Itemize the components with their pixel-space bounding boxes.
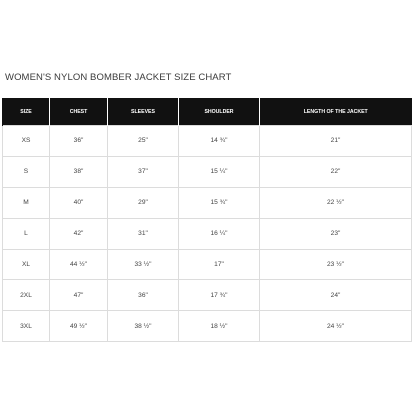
cell-size: 3XL [3,311,50,342]
cell-sleeves: 29" [108,187,179,218]
table-row [3,156,412,187]
table-row [3,187,412,218]
table-row [3,280,412,311]
table-row [3,311,412,342]
cell-shoulder: 15 ¼" [179,156,260,187]
cell-chest: 47" [50,280,108,311]
cell-shoulder: 14 ¾" [179,126,260,157]
cell-shoulder: 16 ¼" [179,218,260,249]
cell-size: M [3,187,50,218]
cell-chest: 42" [50,218,108,249]
cell-size: XL [3,249,50,280]
cell-size: 2XL [3,280,50,311]
cell-sleeves: 31" [108,218,179,249]
page-title: WOMEN'S NYLON BOMBER JACKET SIZE CHART [5,72,232,83]
cell-shoulder: 17" [179,249,260,280]
cell-sleeves: 33 ½" [108,249,179,280]
cell-sleeves: 25" [108,126,179,157]
cell-shoulder: 18 ½" [179,311,260,342]
cell-size: L [3,218,50,249]
column-header-sleeves: SLEEVES [108,98,179,126]
table-row [3,126,412,157]
column-header-shoulder: SHOULDER [179,98,260,126]
cell-length: 22" [260,156,412,187]
table-row [3,218,412,249]
cell-length: 24" [260,280,412,311]
cell-length: 24 ½" [260,311,412,342]
column-header-chest: CHEST [50,98,108,126]
cell-size: S [3,156,50,187]
cell-length: 22 ½" [260,187,412,218]
cell-chest: 38" [50,156,108,187]
cell-shoulder: 15 ¾" [179,187,260,218]
cell-sleeves: 36" [108,280,179,311]
size-chart-table [2,98,412,342]
cell-chest: 44 ½" [50,249,108,280]
cell-chest: 49 ½" [50,311,108,342]
column-header-size: SIZE [3,98,50,126]
cell-chest: 40" [50,187,108,218]
column-header-length: LENGTH OF THE JACKET [260,98,412,126]
table-row [3,249,412,280]
cell-chest: 36" [50,126,108,157]
cell-length: 23 ½" [260,249,412,280]
cell-sleeves: 38 ½" [108,311,179,342]
table-header-row [3,98,412,126]
cell-size: XS [3,126,50,157]
cell-sleeves: 37" [108,156,179,187]
cell-length: 23" [260,218,412,249]
cell-length: 21" [260,126,412,157]
cell-shoulder: 17 ¾" [179,280,260,311]
